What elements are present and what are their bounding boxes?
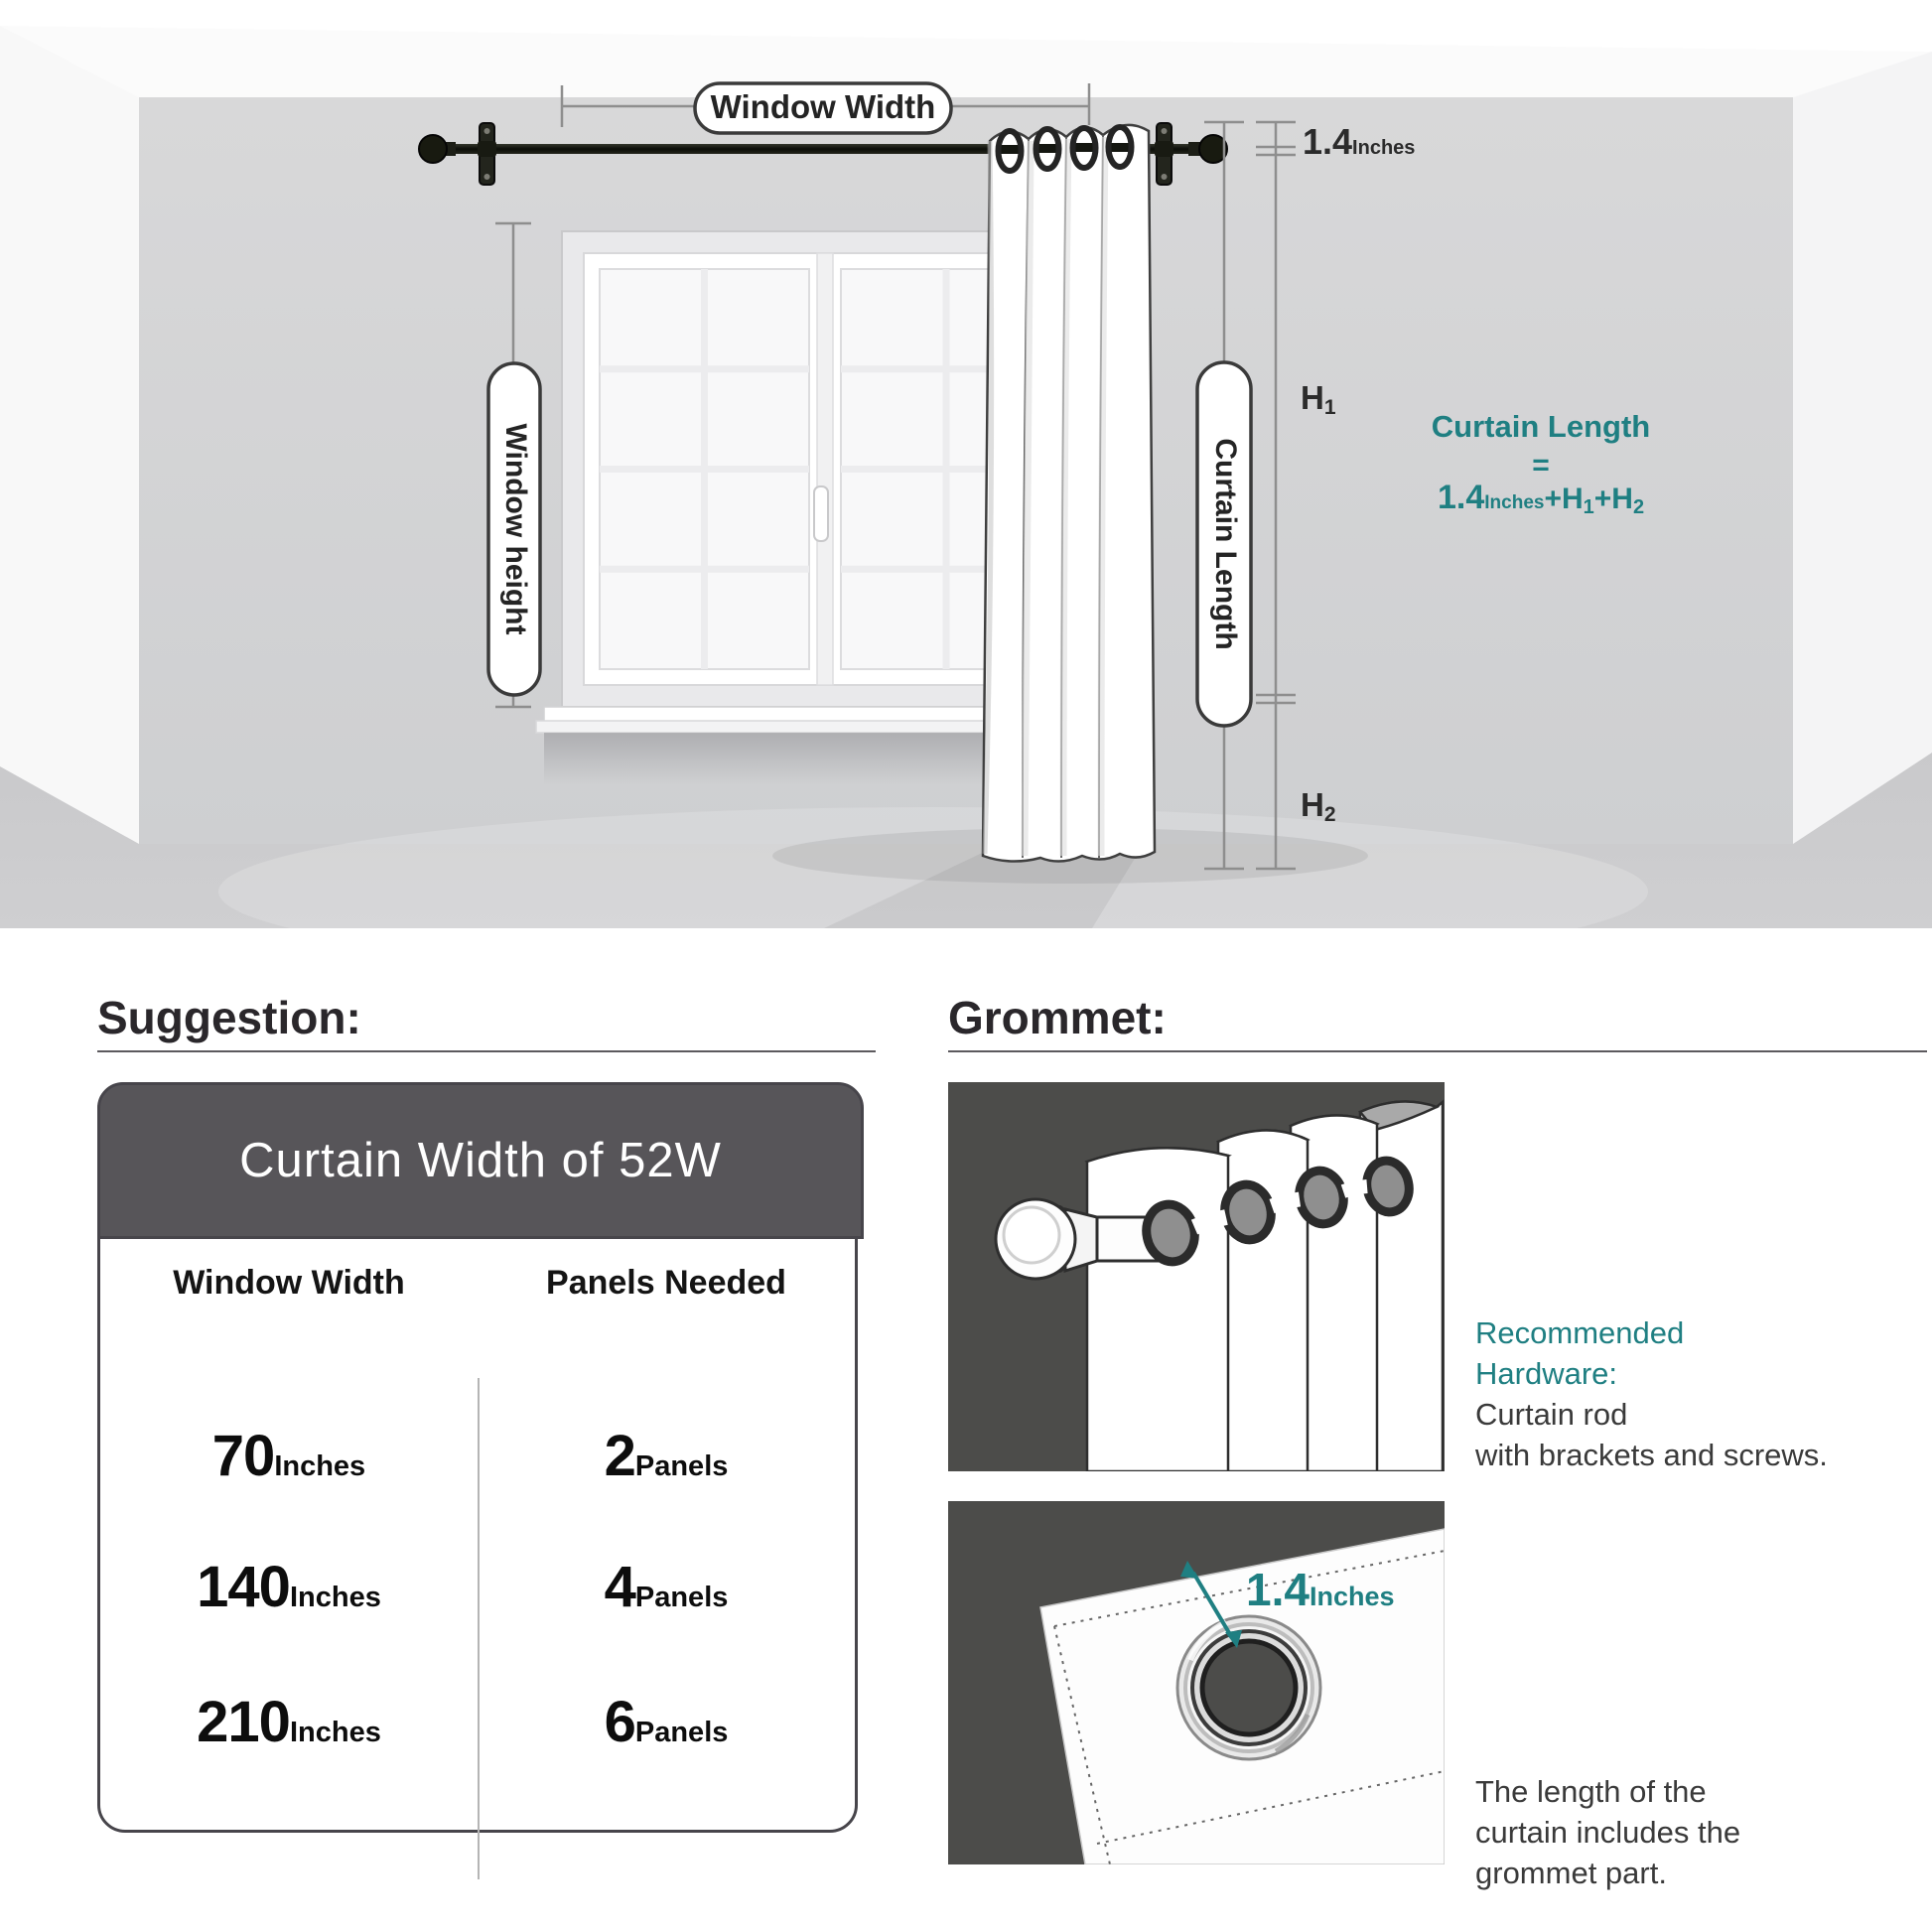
suggestion-heading: Suggestion:	[97, 992, 361, 1043]
formula-line2: =	[1532, 449, 1550, 482]
panels-unit: Panels	[634, 1450, 729, 1482]
grommet-rod-illustration	[948, 1082, 1445, 1471]
grommet-length-note	[1475, 1771, 1740, 1893]
width-value: 210	[197, 1690, 290, 1754]
table-title: Curtain Width of 52W	[239, 1134, 722, 1187]
left-wall	[0, 26, 139, 844]
panels-unit: Panels	[634, 1717, 729, 1748]
curtain-panel	[983, 125, 1155, 862]
window-handle	[814, 486, 828, 541]
length-note-line: The length of the	[1475, 1774, 1707, 1809]
offset-unit: Inches	[1352, 137, 1416, 159]
table-header	[97, 1082, 864, 1239]
length-note-line: grommet part.	[1475, 1856, 1667, 1890]
h2-label: H2	[1301, 786, 1336, 826]
offset-value: 1.4	[1303, 121, 1353, 162]
closeup-measure-label: 1.4Inches	[1246, 1564, 1395, 1615]
grommet-closeup-illustration	[948, 1501, 1445, 1864]
width-unit: Inches	[274, 1450, 366, 1482]
h1-label: H1	[1301, 379, 1336, 419]
window-width-pill	[695, 83, 951, 133]
hardware-note-line: Recommended	[1475, 1315, 1685, 1350]
curtain-length-label: Curtain Length	[1209, 438, 1243, 650]
window-meeting-stile	[817, 253, 833, 685]
formula-line1: Curtain Length	[1431, 409, 1651, 444]
width-value: 140	[197, 1555, 290, 1619]
suggestion-divider	[97, 1050, 876, 1052]
panel-suggestion-table	[97, 1082, 858, 1833]
length-note-line: curtain includes the	[1475, 1815, 1741, 1850]
rod-bracket-right	[1155, 123, 1173, 185]
column-header-panels-needed: Panels Needed	[546, 1264, 786, 1302]
table-row	[100, 1554, 855, 1620]
width-value: 70	[211, 1424, 275, 1488]
width-unit: Inches	[289, 1582, 381, 1613]
grommet-heading: Grommet:	[948, 992, 1167, 1043]
panels-value: 6	[604, 1690, 635, 1754]
rod-finial-left	[419, 135, 447, 163]
hardware-note	[1475, 1312, 1828, 1475]
panels-unit: Panels	[634, 1582, 729, 1613]
right-wall	[1793, 52, 1932, 844]
curtain-length-pill	[1197, 362, 1251, 726]
grommet-divider	[948, 1050, 1927, 1052]
hardware-note-line: Hardware:	[1475, 1356, 1617, 1391]
column-header-window-width: Window Width	[173, 1264, 405, 1302]
formula-line3: 1.4Inches+H1+H2	[1438, 479, 1645, 518]
panels-value: 4	[604, 1555, 635, 1619]
window-height-pill	[488, 363, 540, 695]
width-unit: Inches	[289, 1717, 381, 1748]
hardware-note-line: with brackets and screws.	[1475, 1438, 1828, 1472]
window-width-label: Window Width	[710, 88, 936, 125]
rod-bracket-left	[478, 123, 496, 185]
table-row	[100, 1423, 855, 1489]
panels-value: 2	[604, 1424, 635, 1488]
table-row	[100, 1689, 855, 1755]
hardware-note-line: Curtain rod	[1475, 1397, 1628, 1432]
window-height-label: Window height	[499, 423, 533, 635]
grommet-ring-closeup	[1177, 1616, 1320, 1759]
room-scene	[0, 0, 1932, 928]
